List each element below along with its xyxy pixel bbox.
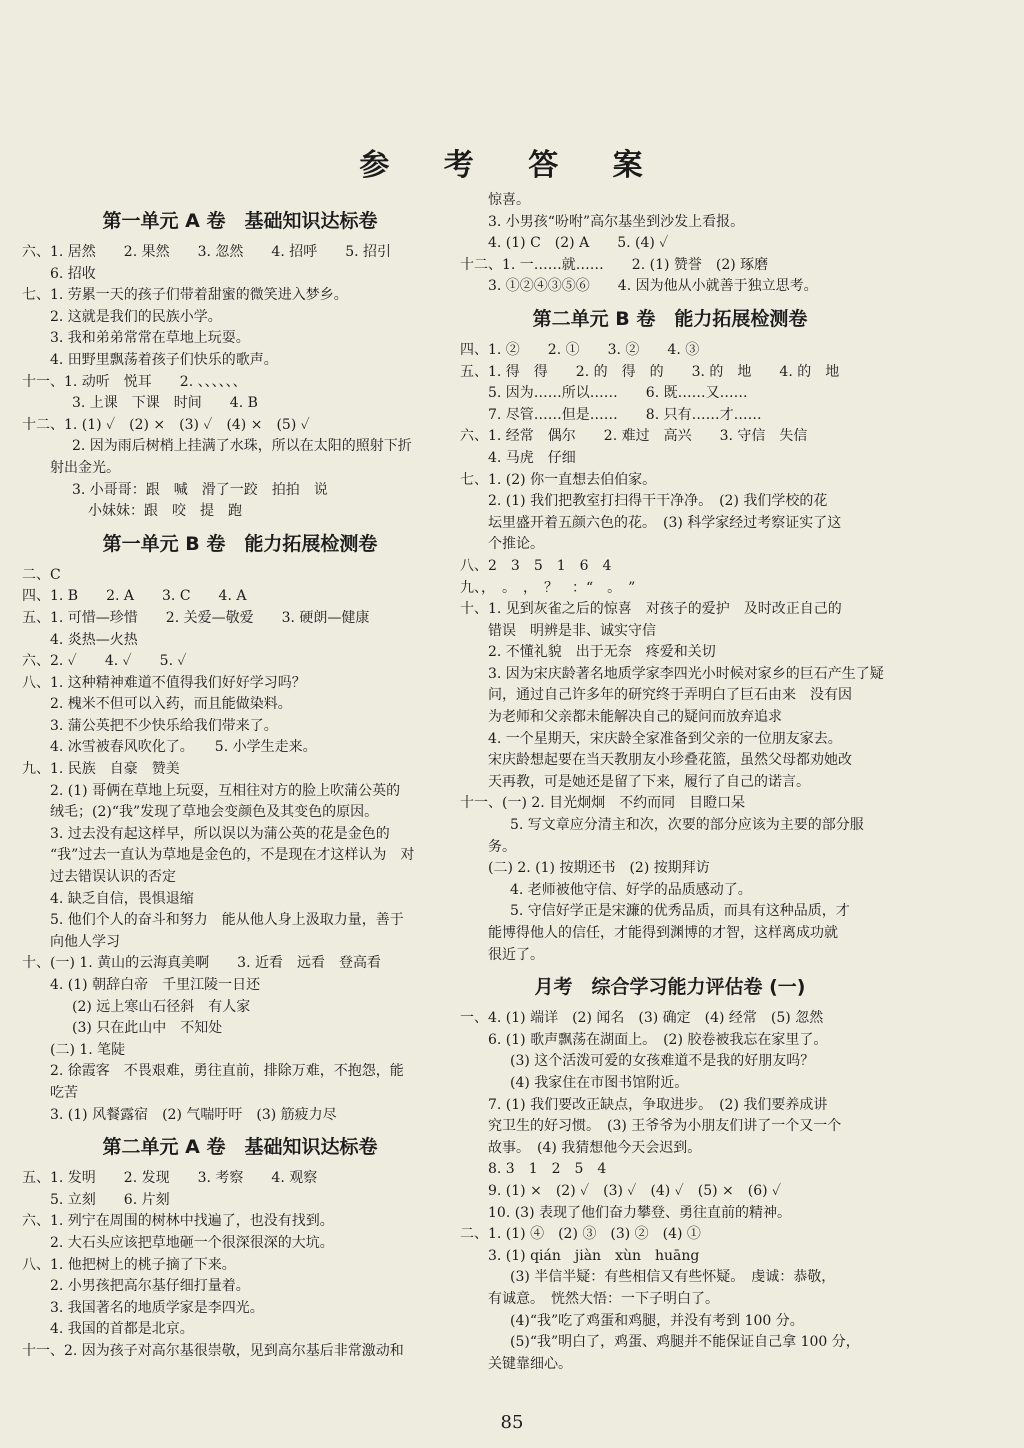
answer-line: 十二、1. 一……就…… 2. (1) 赞誉 (2) 琢磨 <box>460 256 769 273</box>
answer-line: 4. 冰雪被春风吹化了。 5. 小学生走来。 <box>50 739 317 756</box>
answer-line: 2. 徐霞客 不畏艰难，勇往直前，排除万难，不抱怨，能 <box>50 1063 404 1080</box>
answer-line: 3. ①②④③⑤⑥ 4. 因为他从小就善于独立思考。 <box>488 278 818 295</box>
answer-line: 4. 一个星期天，宋庆龄全家准备到父亲的一位朋友家去。 <box>488 730 842 747</box>
answer-line: 吃苦 <box>50 1084 78 1101</box>
section-heading: 第一单元 A 卷 基础知识达标卷 <box>102 210 378 232</box>
answer-line: 3. 因为宋庆龄著名地质学家李四光小时候对家乡的巨石产生了疑 <box>488 665 884 682</box>
answer-line: 2. 因为雨后树梢上挂满了水珠，所以在太阳的照射下折 <box>72 438 412 455</box>
answer-line: 七、1. 劳累一天的孩子们带着甜蜜的微笑进入梦乡。 <box>22 287 348 304</box>
answer-line: 3. 上课 下课 时间 4. B <box>72 395 258 412</box>
answer-line: 十二、1. (1) ✓ (2) × (3) ✓ (4) × (5) ✓ <box>22 416 310 433</box>
answer-line: 六、1. 经常 偶尔 2. 难过 高兴 3. 守信 失信 <box>460 428 808 445</box>
answer-line: (二) 2. (1) 按期还书 (2) 按期拜访 <box>488 860 710 877</box>
answer-line: 八、1. 他把树上的桃子摘了下来。 <box>22 1256 236 1273</box>
answer-line: 十一、2. 因为孩子对高尔基很崇敬，见到高尔基后非常激动和 <box>22 1342 404 1359</box>
answer-line: (二) 1. 笔陡 <box>50 1041 126 1058</box>
answer-line: 6. (1) 歌声飘荡在湖面上。 (2) 胶卷被我忘在家里了。 <box>488 1031 828 1048</box>
answer-line: 小妹妹：跟 咬 提 跑 <box>88 503 242 520</box>
answer-line: 八、1. 这种精神难道不值得我们好好学习吗？ <box>22 674 306 691</box>
answer-line: “我”过去一直认为草地是金色的，不是现在才这样认为 对 <box>50 847 415 864</box>
right-column <box>460 190 884 1375</box>
answer-line: 过去错误认识的否定 <box>50 869 176 886</box>
answer-line: 究卫生的好习惯。 (3) 王爷爷为小朋友们讲了一个又一个 <box>488 1118 842 1135</box>
answer-line: 7. (1) 我们要改正缺点，争取进步。 (2) 我们要养成讲 <box>488 1096 828 1113</box>
answer-line: 能博得他人的信任，才能得到渊博的才智，这样离成功就 <box>488 925 838 941</box>
answer-line: (2) 远上寒山石径斜 有人家 <box>72 998 251 1015</box>
answer-line: 4. 田野里飘荡着孩子们快乐的歌声。 <box>50 351 278 368</box>
answer-line: 3. (1) 风餐露宿 (2) 气喘吁吁 (3) 筋疲力尽 <box>50 1106 337 1123</box>
answer-line: 七、1. (2) 你一直想去伯伯家。 <box>460 471 657 488</box>
answer-line: 故事。 (4) 我猜想他今天会迟到。 <box>488 1139 702 1156</box>
answer-line: 惊喜。 <box>488 192 530 208</box>
answer-line: 二、C <box>22 566 61 583</box>
answer-line: 4. 我国的首都是北京。 <box>50 1321 194 1338</box>
answer-line: (4) 我家住在市图书馆附近。 <box>510 1074 689 1091</box>
answer-line: 向他人学习 <box>50 933 120 950</box>
answer-line: 绒毛；(2)“我”发现了草地会变颜色及其变色的原因。 <box>50 804 379 821</box>
answer-line: 10. (3) 表现了他们奋力攀登、勇往直前的精神。 <box>488 1204 791 1221</box>
answer-line: 射出金光。 <box>50 459 120 476</box>
answer-line: 个推论。 <box>488 536 544 553</box>
answer-line: 7. 尽管……但是…… 8. 只有……才…… <box>488 406 762 423</box>
answer-line: 坛里盛开着五颜六色的花。 (3) 科学家经过考察证实了这 <box>488 514 842 531</box>
answer-line: 3. 蒲公英把不少快乐给我们带来了。 <box>50 717 278 734</box>
answer-line: 6. 招收 <box>50 265 96 282</box>
answer-line: 3. 小哥哥：跟 喊 滑了一跤 拍拍 说 <box>72 481 328 498</box>
answer-line: 8. 3 1 2 5 4 <box>488 1161 607 1178</box>
answer-line: 四、1. B 2. A 3. C 4. A <box>22 588 247 605</box>
page-title: 参 考 答 案 <box>359 148 665 183</box>
answer-line: 二、1. (1) ④ (2) ③ (3) ② (4) ① <box>460 1226 701 1243</box>
answer-line: 五、1. 可惜—珍惜 2. 关爱—敬爱 3. 硬朗—健康 <box>22 609 370 626</box>
answer-line: 一、4. (1) 端详 (2) 闻名 (3) 确定 (4) 经常 (5) 忽然 <box>460 1010 824 1027</box>
answer-line: 2. 大石头应该把草地砸一个很深很深的大坑。 <box>50 1234 334 1251</box>
answer-line: 5. 因为……所以…… 6. 既……又…… <box>488 385 748 402</box>
answer-line: (3) 这个活泼可爱的女孩难道不是我的好朋友吗？ <box>510 1053 815 1070</box>
answer-line: 八、2 3 5 1 6 4 <box>460 557 612 574</box>
page-number: 85 <box>500 1412 524 1433</box>
answer-line: 宋庆龄想起要在当天教朋友小珍叠花篮，虽然父母都劝她改 <box>488 752 852 769</box>
left-column <box>22 200 458 1363</box>
answer-line: 十一、1. 动听 悦耳 2. 、、、、、、 <box>22 373 247 390</box>
answer-line: 为老师和父亲都未能解决自己的疑问而放弃追求 <box>488 709 782 726</box>
answer-line: 六、2. ✓ 4. ✓ 5. ✓ <box>22 653 187 670</box>
answer-line: 3. 我和弟弟常常在草地上玩耍。 <box>50 330 250 347</box>
answer-line: 2. 槐米不但可以入药，而且能做染料。 <box>50 696 292 713</box>
answer-line: 2. 这就是我们的民族小学。 <box>50 308 222 325</box>
answer-line: 九、， 。 ， ？ ：“ 。 ” <box>460 579 636 596</box>
answer-line: 3. 过去没有起这样早，所以误以为蒲公英的花是金色的 <box>50 825 390 842</box>
answer-line: 5. 立刻 6. 片刻 <box>50 1191 170 1208</box>
answer-line: 务。 <box>488 838 516 855</box>
section-heading: 第二单元 B 卷 能力拓展检测卷 <box>532 307 808 330</box>
answer-line: 5. 守信好学正是宋濂的优秀品质，而具有这种品质，才 <box>510 903 850 920</box>
answer-line: 9. (1) × (2) ✓ (3) ✓ (4) ✓ (5) × (6) ✓ <box>488 1182 782 1199</box>
answer-line: 问，通过自己许多年的研究终于弄明白了巨石由来 没有因 <box>488 687 852 704</box>
answer-line: 3. (1) qián jiàn xùn huāng <box>488 1247 700 1264</box>
answer-line: 十一、(一) 2. 目光炯炯 不约而同 目瞪口呆 <box>460 795 746 812</box>
answer-line: 4. 缺乏自信，畏惧退缩 <box>50 890 194 907</box>
answer-line: 五、1. 得 得 2. 的 得 的 3. 的 地 4. 的 地 <box>460 363 840 380</box>
answer-line: 2. 不懂礼貌 出于无奈 疼爱和关切 <box>488 644 716 661</box>
answer-line: 十、(一) 1. 黄山的云海真美啊 3. 近看 远看 登高看 <box>22 955 381 972</box>
answer-line: 天再教，可是她还是留了下来，履行了自己的诺言。 <box>488 773 810 790</box>
answer-line: 五、1. 发明 2. 发现 3. 考察 4. 观察 <box>22 1170 318 1187</box>
answer-line: 3. 小男孩“吩咐”高尔基坐到沙发上看报。 <box>488 213 745 230</box>
answer-line: 4. (1) 朝辞白帝 千里江陵一日还 <box>50 977 261 993</box>
answer-line: 六、1. 列宁在周围的树林中找遍了，也没有找到。 <box>22 1213 334 1230</box>
answer-line: 有诚意。 恍然大悟：一下子明白了。 <box>488 1290 719 1307</box>
answer-line: 2. (1) 哥俩在草地上玩耍，互相往对方的脸上吹蒲公英的 <box>50 782 401 799</box>
section-heading: 第一单元 B 卷 能力拓展检测卷 <box>102 532 378 555</box>
answer-line: 4. (1) C (2) A 5. (4) ✓ <box>488 235 669 252</box>
answer-line: 5. 他们个人的奋斗和努力 能从他人身上汲取力量，善于 <box>50 912 404 929</box>
answer-line: 3. 我国著名的地质学家是李四光。 <box>50 1299 264 1316</box>
answer-line: 4. 老师被他守信、好学的品质感动了。 <box>510 881 752 898</box>
answer-line: (5)“我”明白了，鸡蛋、鸡腿并不能保证自己拿 100 分， <box>510 1334 860 1351</box>
answer-line: 四、1. ② 2. ① 3. ② 4. ③ <box>460 341 700 358</box>
answer-line: 2. 小男孩把高尔基仔细打量着。 <box>50 1278 250 1295</box>
answer-line: 4. 炎热—火热 <box>50 631 138 648</box>
answer-line: 错误 明辨是非、诚实守信 <box>488 622 656 639</box>
answer-line: 关键靠细心。 <box>488 1355 572 1372</box>
answer-line: 5. 写文章应分清主和次，次要的部分应该为主要的部分服 <box>510 817 864 834</box>
answer-line: 2. (1) 我们把教室打扫得干干净净。 (2) 我们学校的花 <box>488 493 828 510</box>
answer-line: 十、1. 见到灰雀之后的惊喜 对孩子的爱护 及时改正自己的 <box>460 601 842 618</box>
answer-line: (3) 半信半疑：有些相信又有些怀疑。 虔诚：恭敬， <box>510 1269 836 1286</box>
answer-line: (4)“我”吃了鸡蛋和鸡腿，并没有考到 100 分。 <box>510 1312 804 1329</box>
answer-line: 九、1. 民族 自豪 赞美 <box>22 761 180 778</box>
answer-line: 六、1. 居然 2. 果然 3. 忽然 4. 招呼 5. 招引 <box>22 244 392 260</box>
section-heading: 第二单元 A 卷 基础知识达标卷 <box>102 1136 378 1159</box>
section-heading: 月考 综合学习能力评估卷 (一) <box>534 976 806 999</box>
answer-line: 很近了。 <box>488 946 544 963</box>
answer-line: 4. 马虎 仔细 <box>488 449 576 466</box>
answer-line: (3) 只在此山中 不知处 <box>72 1020 223 1037</box>
